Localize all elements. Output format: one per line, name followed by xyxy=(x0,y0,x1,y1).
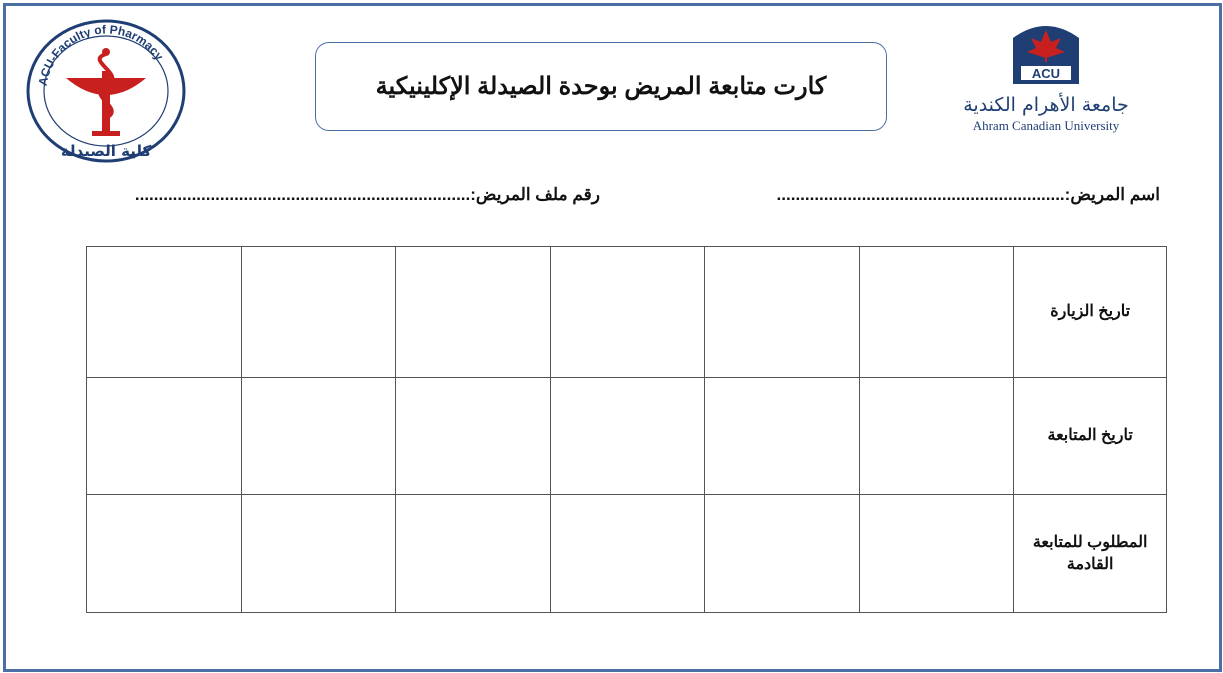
table-cell[interactable] xyxy=(241,247,396,378)
faculty-of-pharmacy-logo xyxy=(24,16,189,166)
row-label-visit-date: تاريخ الزيارة xyxy=(1014,247,1167,378)
table-cell[interactable] xyxy=(87,378,242,495)
table-cell[interactable] xyxy=(705,378,860,495)
table-cell[interactable] xyxy=(705,495,860,613)
table-cell[interactable] xyxy=(241,378,396,495)
table-cell[interactable] xyxy=(550,247,705,378)
row-label-next-follow-up-required: المطلوب للمتابعة القادمة xyxy=(1014,495,1167,613)
svg-text:ACU: ACU xyxy=(1031,66,1061,81)
svg-text:ACU-Faculty of Pharmacy: ACU-Faculty of Pharmacy xyxy=(35,22,167,87)
patient-name-field[interactable]: اسم المريض:............................................................. xyxy=(776,185,1160,204)
table-cell[interactable] xyxy=(705,247,860,378)
svg-text:جامعة الأهرام الكندية: جامعة الأهرام الكندية xyxy=(963,94,1129,116)
table-cell[interactable] xyxy=(396,378,551,495)
table-cell[interactable] xyxy=(87,495,242,613)
table-cell[interactable] xyxy=(859,378,1014,495)
title-box xyxy=(315,42,887,131)
table-row xyxy=(87,378,1167,495)
table-cell[interactable] xyxy=(396,495,551,613)
svg-text:Ahram Canadian University: Ahram Canadian University xyxy=(972,118,1120,133)
table-cell[interactable] xyxy=(87,247,242,378)
file-number-field[interactable]: رقم ملف المريض:....................................................................... xyxy=(134,185,600,204)
table-cell[interactable] xyxy=(550,378,705,495)
row-label-follow-up-date: تاريخ المتابعة xyxy=(1014,378,1167,495)
table-cell[interactable] xyxy=(550,495,705,613)
page-title: كارت متابعة المريض بوحدة الصيدلة الإكلينيكية xyxy=(375,73,827,100)
svg-text:كلية الصيدلة: كلية الصيدلة xyxy=(60,142,152,160)
table-row xyxy=(87,495,1167,613)
patient-info-row xyxy=(60,185,1160,215)
follow-up-table xyxy=(86,246,1167,613)
table-cell[interactable] xyxy=(396,247,551,378)
table-cell[interactable] xyxy=(859,247,1014,378)
table-cell[interactable] xyxy=(859,495,1014,613)
table-row xyxy=(87,247,1167,378)
ahram-canadian-university-logo xyxy=(935,16,1157,136)
table-cell[interactable] xyxy=(241,495,396,613)
